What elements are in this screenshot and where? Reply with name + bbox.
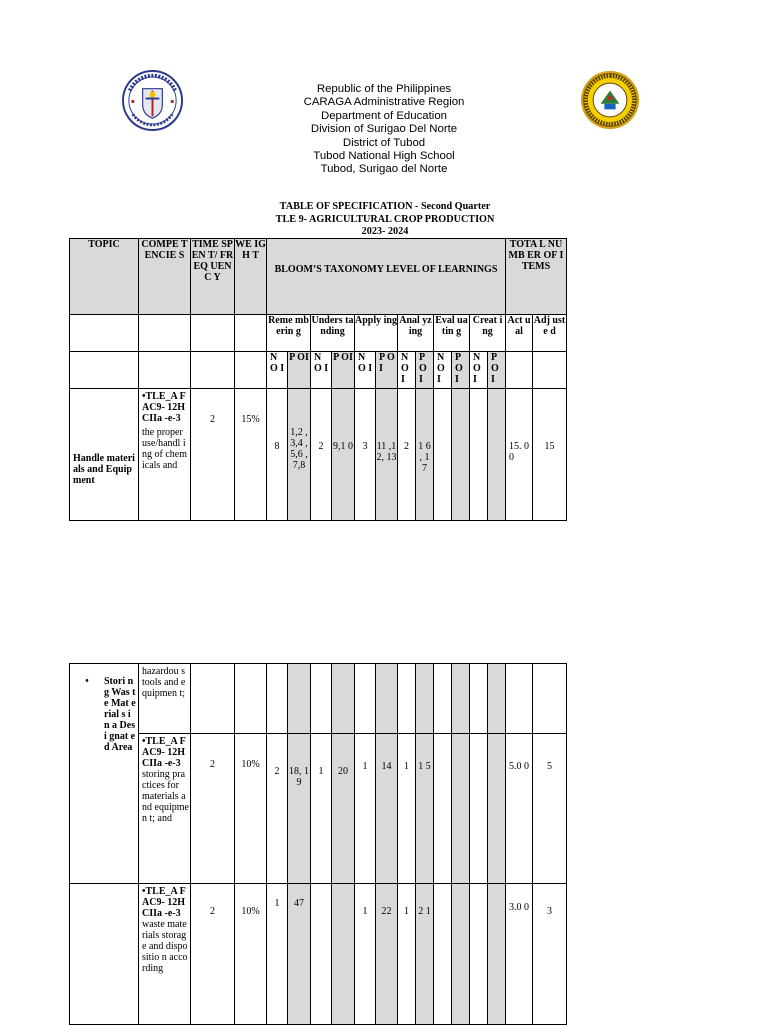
empty-cell [470,664,488,734]
evaluating-noi [434,884,452,1025]
remembering-noi: 2 [267,734,288,884]
empty-cell [452,664,470,734]
weight-header: WE IGH T [235,239,267,315]
empty-cell [311,664,332,734]
empty-cell [191,664,235,734]
time-cell: 2 [191,884,235,1025]
adjusted-header: Adj uste d [533,315,567,352]
empty-cell [70,884,139,1025]
empty-cell [235,352,267,389]
poi-header: P OI [288,352,311,389]
competency-cell [139,734,191,884]
title-line-1: TABLE OF SPECIFICATION - Second Quarter [279,201,491,212]
empty-cell [139,315,191,352]
analyzing-noi: 2 [398,389,416,521]
analyzing-poi: 2 1 [416,884,434,1025]
blooms-header: BLOOM’S TAXONOMY LEVEL OF LEARNINGS [267,239,506,315]
noi-header: N O I [311,352,332,389]
competency-description: the proper use/handl ing of chemicals and [142,427,187,471]
header-line: Department of Education [320,109,447,122]
poi-header: P O I [416,352,434,389]
header-line: District of Tubod [342,136,426,149]
empty-cell [332,664,355,734]
empty-cell [488,664,506,734]
weight-cell: 15% [235,389,267,521]
adjusted-cell: 3 [533,884,567,1025]
remembering-poi: 47 [288,884,311,1025]
creating-poi [488,389,506,521]
creating-noi [470,884,488,1025]
header-line: Tubod National High School [313,150,455,163]
applying-noi: 1 [355,734,376,884]
topic-header: TOPIC [70,239,139,315]
actual-cell: 15. 00 [506,389,533,521]
empty-cell [267,664,288,734]
evaluating-poi [452,734,470,884]
competency-cell [139,884,191,1025]
title-line-2: TLE 9- AGRICULTURAL CROP PRODUCTION [275,213,495,225]
understanding-poi: 20 [332,734,355,884]
noi-header: N O I [398,352,416,389]
evaluating-poi [452,389,470,521]
topic-text: Stori ng Was te Mat erial s in a Desi gnat ed Area [104,676,136,753]
competency-cell [139,389,191,521]
understanding-poi: 9,1 0 [332,389,355,521]
empty-cell [235,315,267,352]
empty-cell [139,352,191,389]
noi-header: N O I [355,352,376,389]
topic-cell: Handle materials and Equipment [70,389,139,521]
school-seal-logo [580,70,640,130]
empty-cell [533,664,567,734]
empty-cell [506,352,533,389]
specification-table-continued [69,663,567,1025]
empty-cell [191,315,235,352]
understanding-noi: 2 [311,389,332,521]
creating-noi [470,734,488,884]
poi-header: P O I [452,352,470,389]
empty-cell [355,664,376,734]
applying-poi: 22 [376,884,398,1025]
competency-code: •TLE_A FAC9- 12HCIIa -e-3 [142,736,186,769]
level-creating: Creat ing [470,315,506,352]
poi-header: P O I [376,352,398,389]
competency-description: waste materials storage and dispositio n according [142,919,188,974]
competency-code: •TLE_A FAC9- 12HCIIa -e-3 [142,391,186,424]
competency-continuation: hazardou s tools and equipmen t; [139,664,191,734]
level-evaluating: Eval uatin g [434,315,470,352]
evaluating-noi [434,389,452,521]
weight-cell: 10% [235,734,267,884]
understanding-noi [311,884,332,1025]
empty-cell [533,352,567,389]
creating-noi [470,389,488,521]
noi-header: N O I [267,352,288,389]
evaluating-noi [434,734,452,884]
deped-seal-logo [121,69,184,132]
topic-cell [70,664,139,884]
remembering-noi: 8 [267,389,288,521]
adjusted-cell: 15 [533,389,567,521]
empty-cell [288,664,311,734]
competencies-header: COMPE TENCIE S [139,239,191,315]
analyzing-poi: 1 5 [416,734,434,884]
analyzing-noi: 1 [398,884,416,1025]
actual-cell: 5.0 0 [506,734,533,884]
weight-cell: 10% [235,884,267,1025]
total-items-header: TOTA L NUMB ER OF ITEMS [506,239,567,315]
time-spent-header: TIME SPEN T/ FREQ UENC Y [191,239,235,315]
applying-noi: 1 [355,884,376,1025]
actual-cell: 3.0 0 [506,884,533,1025]
remembering-poi: 1,2 , 3,4 , 5,6 , 7,8 [288,389,311,521]
adjusted-cell: 5 [533,734,567,884]
competency-description: storing practices for materials and equipmen t; and [142,769,189,824]
poi-header: P OI [332,352,355,389]
evaluating-poi [452,884,470,1025]
poi-header: P O I [488,352,506,389]
time-cell: 2 [191,389,235,521]
header-line: CARAGA Administrative Region [303,96,465,109]
noi-header: N O I [434,352,452,389]
analyzing-poi: 1 6 , 1 7 [416,389,434,521]
header-line: Republic of the Philippines [316,83,452,95]
header-line: Division of Surigao Del Norte [310,123,458,136]
empty-cell [506,664,533,734]
analyzing-noi: 1 [398,734,416,884]
empty-cell [191,352,235,389]
level-analyzing: Anal yzing [398,315,434,352]
empty-cell [398,664,416,734]
empty-cell [70,315,139,352]
level-applying: Apply ing [355,315,398,352]
topic-bullet: • [85,676,89,687]
title-line-3: 2023- 2024 [361,226,409,237]
empty-cell [376,664,398,734]
applying-poi: 14 [376,734,398,884]
specification-table [69,238,567,521]
applying-noi: 3 [355,389,376,521]
competency-code: •TLE_A FAC9- 12HCIIa -e-3 [142,886,186,919]
empty-cell [235,664,267,734]
understanding-noi: 1 [311,734,332,884]
creating-poi [488,734,506,884]
document-title [200,201,570,239]
empty-cell [434,664,452,734]
remembering-poi: 18, 19 [288,734,311,884]
empty-cell [416,664,434,734]
level-understanding: Unders tanding [311,315,355,352]
empty-cell [70,352,139,389]
level-remembering: Reme mberin g [267,315,311,352]
noi-header: N O I [470,352,488,389]
applying-poi: 11 ,1 2, 13 [376,389,398,521]
time-cell: 2 [191,734,235,884]
understanding-poi [332,884,355,1025]
school-header [234,83,534,177]
creating-poi [488,884,506,1025]
actual-header: Act ual [506,315,533,352]
remembering-noi: 1 [267,884,288,1025]
header-line: Tubod, Surigao del Norte [320,163,448,176]
